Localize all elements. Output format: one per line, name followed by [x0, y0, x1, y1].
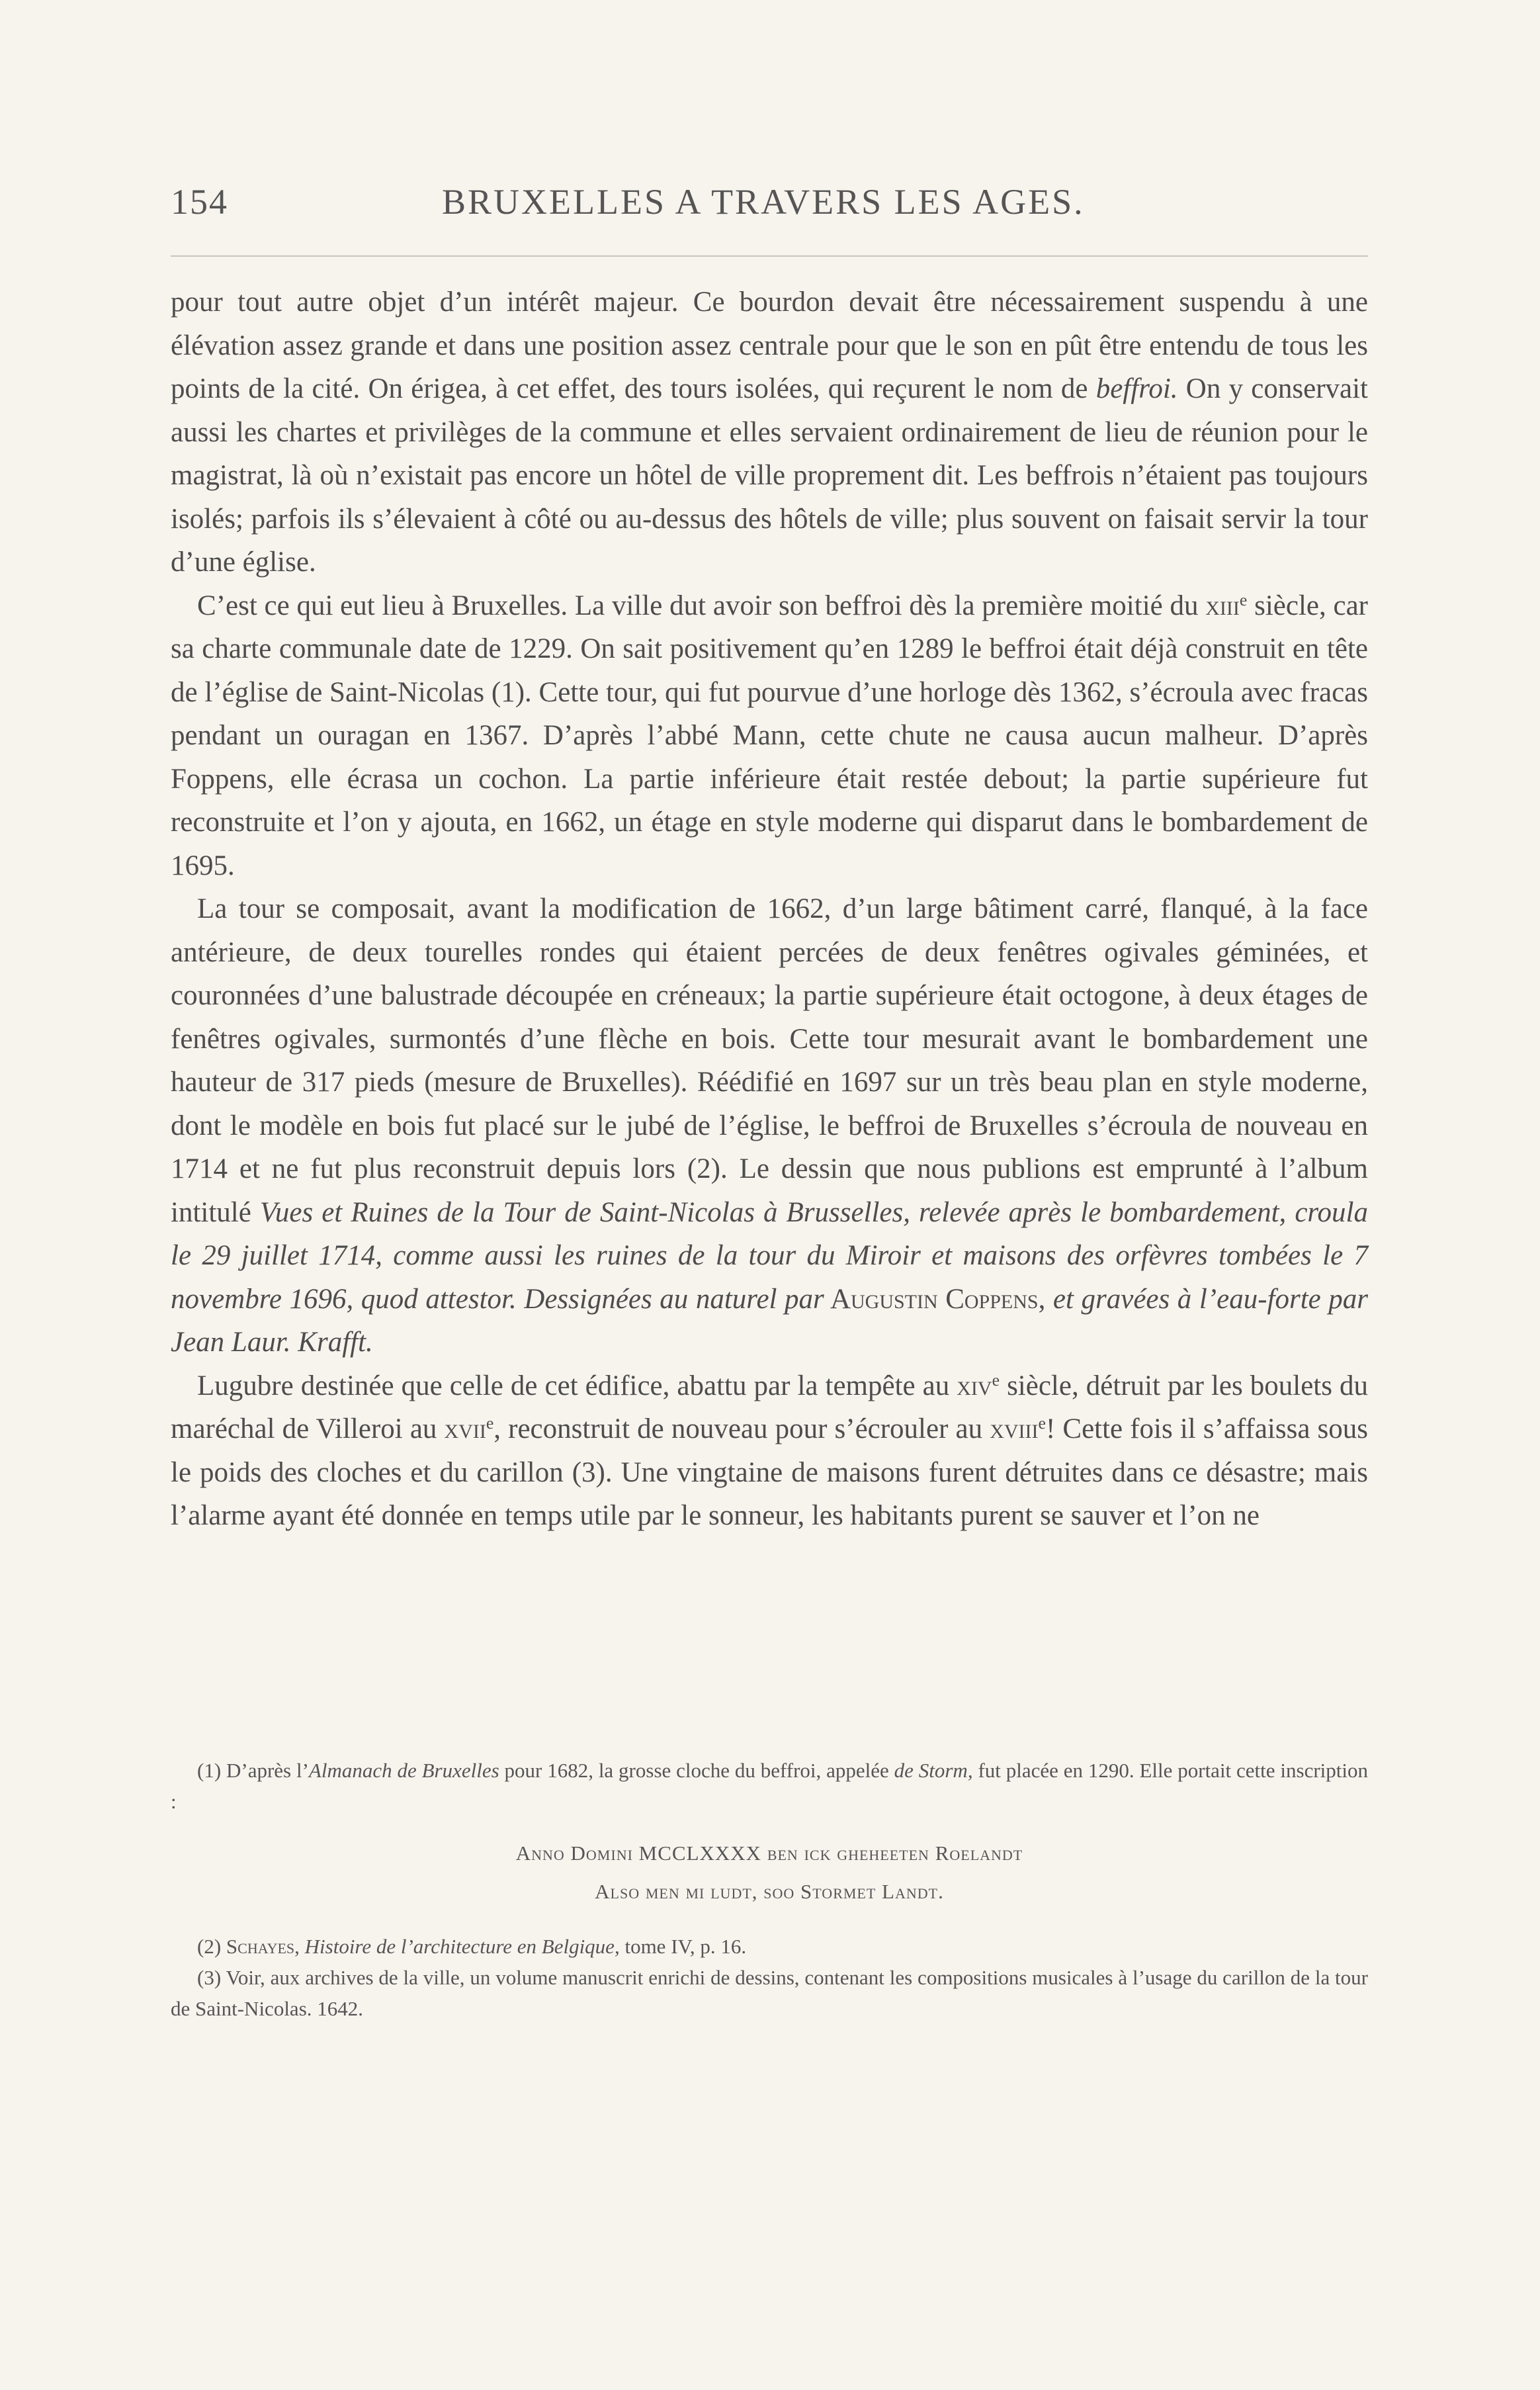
main-text: [171, 281, 1368, 1538]
header-rule: [171, 255, 1368, 257]
fn1-de-storm: de Storm,: [894, 1759, 973, 1782]
footnote-gap: [171, 1911, 1368, 1931]
paragraph-4: [171, 1364, 1368, 1538]
page-header: [171, 177, 1368, 237]
running-title: BRUXELLES A TRAVERS LES AGES.: [442, 182, 1085, 222]
page-number: 154: [171, 182, 228, 222]
paragraph-3: [171, 887, 1368, 1364]
p4-sup-18: e: [1038, 1413, 1046, 1433]
fn1-text-e: fut placée en 1290. Elle portait cette inscription :: [171, 1759, 1368, 1813]
footnote-1: [171, 1755, 1368, 1817]
footnote-2: [171, 1931, 1368, 1962]
fn1-almanach: Almanach de Bruxelles: [308, 1759, 499, 1782]
p1-text-a: pour tout autre objet d’un intérêt majeur. Ce bourdon devait être nécessairement suspendu à une élévation assez grande et dans une position assez centrale pour que le son en pût être entendu de tous les points de la cité. On érigea, à cet effet, des tours isolées, qui reçurent le nom de: [171, 287, 1368, 404]
p4-text-a: Lugubre destinée que celle de cet édifice, abattu par la tempête au: [197, 1370, 957, 1401]
bell-inscription: [171, 1834, 1368, 1911]
fn1-text-c: pour 1682, la grosse cloche du beffroi, appelée: [499, 1759, 894, 1782]
p3-author-name: Augustin Coppens,: [824, 1283, 1053, 1315]
paragraph-1: [171, 281, 1368, 584]
p4-century-17: xvii: [444, 1413, 486, 1444]
p1-italic-beffroi: beffroi.: [1095, 373, 1178, 404]
p4-century-14: xiv: [957, 1370, 992, 1401]
footnotes: [171, 1755, 1368, 2024]
fn2-space: [300, 1935, 305, 1958]
p3-engraver: et gravées à l’eau-forte par Jean Laur. Krafft.: [171, 1283, 1369, 1358]
fn3-text: (3) Voir, aux archives de la ville, un volume manuscrit enrichi de dessins, contenant les compositions musicales à l’usage du carillon de la tour de Saint-Nicolas. 1642.: [171, 1966, 1368, 2020]
p4-text-j: ! Cette fois il s’affaissa sous le poids des cloches et du carillon (3). Une vingtaine de maisons furent détruites dans ce désastre; mais l’alarme ayant été donnée en temps utile par le sonneur, les habitants purent se sauver et l’on ne: [171, 1413, 1368, 1531]
fn1-text-a: (1) D’après l’: [197, 1759, 309, 1782]
p3-album-title: Vues et Ruines de la Tour de Saint-Nicolas à Brusselles, relevée après le bombardement, croula le 29 juillet 1714, comme aussi les ruines de la tour du Miroir et maisons des orfèvres tombées le 7 novembre 1696, quod attestor. Dessignées au naturel par: [171, 1196, 1369, 1315]
p4-sup-17: e: [486, 1413, 494, 1433]
p1-text-c: On y conservait aussi les chartes et privilèges de la commune et elles servaient ordinairement de lieu de réunion pour le magistrat, là où n’existait pas encore un hôtel de ville proprement dit. Les beffrois n’étaient pas toujours isolés; parfois ils s’élevaient à côté ou au-dessus des hôtels de ville; plus souvent on faisait servir la tour d’une église.: [171, 373, 1368, 578]
p2-century: xiii: [1205, 590, 1240, 621]
fn2-text-a: (2): [197, 1935, 226, 1958]
p2-text-a: C’est ce qui eut lieu à Bruxelles. La ville dut avoir son beffroi dès la première moitié du: [197, 590, 1206, 621]
fn2-text-e: tome IV, p. 16.: [619, 1935, 747, 1958]
p3-text-a: La tour se composait, avant la modification de 1662, d’un large bâtiment carré, flanqué, à la face antérieure, de deux tourelles rondes qui étaient percées de deux fenêtres ogivales géminées, et couronnées d’une balustrade découpée en créneaux; la partie supérieure était octogone, à deux étages de fenêtres ogivales, surmontés d’une flèche en bois. Cette tour mesurait avant le bombardement une hauteur de 317 pieds (mesure de Bruxelles). Réédifié en 1697 sur un très beau plan en style moderne, dont le modèle en bois fut placé sur le jubé de l’église, le beffroi de Bruxelles s’écroula de nouveau en 1714 et ne fut plus reconstruit depuis lors (2). Le dessin que nous publions est emprunté à l’album intitulé: [171, 893, 1368, 1228]
inscription-line-2: Also men mi ludt, soo Stormet Landt.: [595, 1880, 944, 1903]
inscription-line-1: Anno Domini MCCLXXXX ben ick gheheeten Roelandt: [515, 1841, 1023, 1865]
p2-text-d: siècle, car sa charte communale date de 1229. On sait positivement qu’en 1289 le beffroi était déjà construit en tête de l’église de Saint-Nicolas (1). Cette tour, qui fut pourvue d’une horloge dès 1362, s’écroula avec fracas pendant un ouragan en 1367. D’après l’abbé Mann, cette chute ne causa aucun malheur. D’après Foppens, elle écrasa un cochon. La partie inférieure était restée debout; la partie supérieure fut reconstruite et l’on y ajouta, en 1662, un étage en style moderne qui disparut dans le bombardement de 1695.: [171, 590, 1368, 881]
footnote-3: [171, 1962, 1368, 2024]
paragraph-2: [171, 584, 1368, 888]
p4-text-d: siècle, détruit par les boulets du maréchal de Villeroi au: [171, 1370, 1368, 1444]
p4-text-g: , reconstruit de nouveau pour s’écrouler au: [493, 1413, 990, 1444]
p2-century-sup: e: [1239, 590, 1248, 609]
p4-century-18: xviii: [990, 1413, 1039, 1444]
fn2-author: Schayes,: [226, 1935, 300, 1958]
fn2-book-title: Histoire de l’architecture en Belgique,: [304, 1935, 620, 1958]
p4-sup-14: e: [992, 1370, 1000, 1390]
